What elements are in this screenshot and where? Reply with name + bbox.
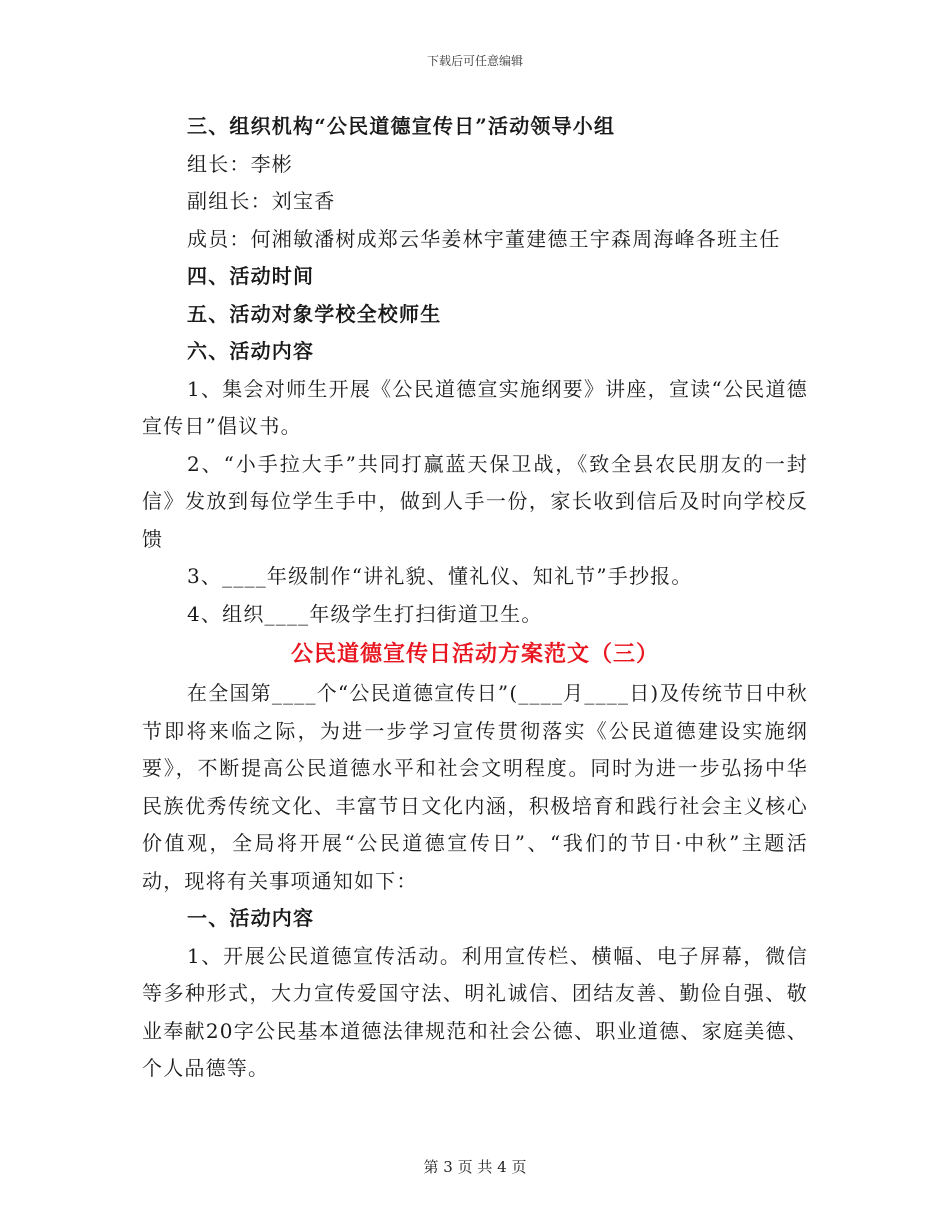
heading-activity-target: 五、活动对象学校全校师生	[187, 301, 442, 326]
heading-organization: 三、组织机构“公民道德宣传日”活动领导小组	[187, 114, 616, 138]
page-header: 下载后可任意编辑	[426, 54, 523, 68]
deputy-leader-line: 副组长：刘宝香	[187, 189, 336, 213]
members-line: 成员：何湘敏潘树成郑云华姜林宇董建德王宇森周海峰各班主任	[187, 226, 781, 251]
document-body	[142, 108, 808, 1088]
page-footer: 第 3 页 共 4 页	[423, 1158, 527, 1176]
content-item-4: 4、组织____年级学生打扫街道卫生。	[187, 601, 543, 626]
section-heading-activity-content: 一、活动内容	[187, 906, 315, 930]
heading-activity-time: 四、活动时间	[187, 264, 315, 288]
content-item-3: 3、____年级制作“讲礼貌、懂礼仪、知礼节”手抄报。	[187, 564, 693, 588]
section-title: 公民道德宣传日活动方案范文（三）	[290, 641, 659, 667]
leader-line: 组长：李彬	[187, 151, 293, 176]
content-item-1: 1、集会对师生开展《公民道德宣实施纲要》讲座，宣读“公民道德宣传日”倡议书。	[142, 376, 808, 438]
content-item-2: 2、“小手拉大手”共同打赢蓝天保卫战，《致全县农民朋友的一封信》发放到每位学生手中，做到人手一份，家长收到信后及时向学校反馈	[142, 451, 808, 551]
heading-activity-content: 六、活动内容	[187, 339, 315, 363]
section-item-1: 1、开展公民道德宣传活动。利用宣传栏、横幅、电子屏幕，微信等多种形式，大力宣传爱国守法、明礼诚信、团结友善、勤俭自强、敬业奉献20字公民基本道德法律规范和社会公德、职业道德、家庭美德、个人品德等。	[142, 943, 808, 1080]
section-intro-paragraph: 在全国第____个“公民道德宣传日”(____月____日)及传统节日中秋节即将来临之际，为进一步学习宣传贯彻落实《公民道德建设实施纲要》，不断提高公民道德水平和社会文明程度。同时为进一步弘扬中华民族优秀传统文化、丰富节日文化内涵，积极培育和践行社会主义核心价值观，全局将开展“公民道德宣传日”、“我们的节日·中秋”主题活动，现将有关事项通知如下：	[142, 681, 808, 893]
